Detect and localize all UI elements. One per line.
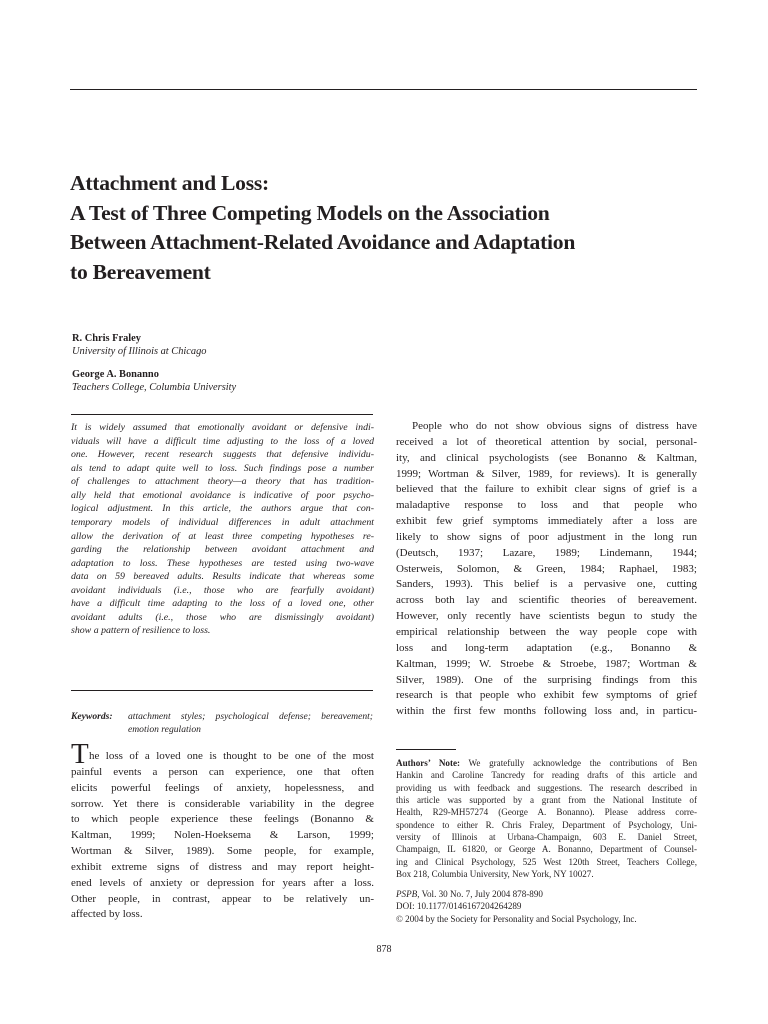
authors-note — [396, 757, 697, 880]
body-line: believed that the failure to exhibit clear signs of grief is a — [396, 483, 697, 496]
authors-note-first-line — [396, 757, 697, 769]
keywords-line: attachment styles; psychological defense; bereavement; — [128, 711, 373, 722]
title-line: Attachment and Loss: — [70, 171, 269, 195]
intro-line: Other people, in contrast, appear to be relatively un- — [71, 892, 374, 905]
abstract-top-rule — [71, 414, 373, 415]
intro-line: to which people experience these feelings (Bonanno & — [71, 813, 374, 826]
author-block — [72, 332, 207, 358]
intro-line: affected by loss. — [71, 908, 143, 921]
abstract-line: ally held that emotional avoidance is indicative of poor psycho- — [71, 489, 374, 501]
keywords-label: Keywords: — [71, 711, 113, 722]
authors-note-line: spondence to either R. Chris Fraley, Department of Psychology, Uni- — [396, 819, 697, 830]
abstract-line: als tend to adapt quite well to loss. Such findings pose a number — [71, 462, 374, 474]
publication-info — [396, 888, 697, 925]
body-line: likely to show signs of poor adjustment in the long run — [396, 530, 697, 543]
copyright-line: © 2004 by the Society for Personality and Social Psychology, Inc. — [396, 913, 637, 924]
keywords-line: emotion regulation — [128, 724, 201, 735]
authors-note-label: Authors’ Note: — [396, 758, 461, 768]
intro-line: Kaltman, 1999; Nolen-Hoeksema & Larson, 1999; — [71, 829, 374, 842]
abstract-line: avoidant individuals (i.e., those who are fearfully avoidant) — [71, 584, 374, 596]
authors-note-text: We gratefully acknowledge the contributions of Ben — [468, 758, 697, 768]
authors-note-line: this article was supported by a grant from the National Institute of — [396, 795, 697, 806]
intro-line: ened levels of anxiety or depression for years after a loss. — [71, 876, 374, 889]
intro-line: Wortman & Silver, 1989). Some people, for example, — [71, 845, 374, 858]
abstract-line: It is widely assumed that emotionally avoidant or defensive indi- — [71, 422, 374, 433]
authors-note-line: Health, R29-MH57274 (George A. Bonanno). Please address corre- — [396, 807, 697, 818]
abstract-line: garding the relationship between avoidant attachment and — [71, 544, 374, 556]
citation-line — [396, 888, 697, 900]
abstract-line: adaptation to loss. These hypotheses are tested using two-wave — [71, 557, 374, 569]
authors-note-line: Box 218, Columbia University, New York, NY 10027. — [396, 869, 594, 880]
body-line: (Deutsch, 1937; Lazare, 1989; Lindemann, 1944; — [396, 546, 697, 559]
authors-note-line: providing us with feedback and suggestions. The research described in — [396, 782, 697, 793]
title-line: Between Attachment-Related Avoidance and Adaptation — [70, 230, 576, 254]
author-affiliation: University of Illinois at Chicago — [72, 346, 207, 357]
abstract-bottom-rule — [71, 690, 373, 691]
body-line: across both lay and scientific theories of bereavement. — [396, 594, 697, 607]
authors-note-line: versity of Illinois at Urbana-Champaign, 603 E. Daniel Street, — [396, 832, 697, 843]
intro-line: exhibit extreme signs of distress and may report height- — [71, 860, 374, 873]
abstract-line: allow the derivation of at least three competing hypotheses re- — [71, 530, 374, 542]
journal-abbrev: PSPB — [396, 889, 418, 899]
header-rule — [70, 89, 697, 90]
abstract-line: of challenges to attachment theory—a theory that has tradition- — [71, 476, 374, 488]
author-block — [72, 368, 236, 394]
intro-line: elicits powerful feelings of anxiety, hopelessness, and — [71, 781, 374, 794]
intro-line: sorrow. Yet there is considerable variability in the degree — [71, 797, 374, 810]
footnote-rule — [396, 749, 456, 750]
authors-note-line: Hankin and Caroline Tancredy for reading drafts of this article and — [396, 770, 697, 781]
body-line: 1999; Wortman & Silver, 1989, for reviews). It is generally — [396, 467, 697, 480]
body-line: empirical relationship between the way people cope with — [396, 625, 697, 638]
abstract-line: data on 59 bereaved adults. Results indicate that whereas some — [71, 571, 374, 583]
body-line: within the first few months following loss and, in particu- — [396, 705, 697, 718]
abstract-line: viduals will have a difficult time adjusting to the loss of a loved — [71, 435, 374, 447]
intro-first-line — [71, 738, 374, 770]
title-line: A Test of Three Competing Models on the Association — [70, 200, 550, 225]
doi-line: DOI: 10.1177/0146167204264289 — [396, 901, 522, 912]
keywords-list — [128, 710, 373, 736]
body-paragraph — [396, 419, 697, 720]
authors-note-line: Champaign, IL 61820, or George A. Bonanno, Department of Counsel- — [396, 844, 697, 855]
body-line: However, only recently have scientists begun to study the — [396, 610, 697, 623]
intro-paragraph — [71, 738, 374, 923]
page-number: 878 — [376, 944, 392, 955]
body-line: Osterweis, Solomon, & Green, 1984; Raphael, 1983; — [396, 562, 697, 575]
body-line: research is that people who exhibit few symptoms of grief — [396, 689, 697, 702]
author-name: R. Chris Fraley — [72, 333, 141, 344]
author-affiliation: Teachers College, Columbia University — [72, 382, 237, 393]
drop-cap: T — [71, 738, 89, 770]
citation-details: , Vol. 30 No. 7, July 2004 878-890 — [417, 889, 543, 899]
abstract-line: one. However, recent research suggests that defensive individu- — [71, 449, 374, 461]
intro-line: painful events a person can experience, one that often — [71, 765, 374, 778]
body-line: Sanders, 1993). This belief is a pervasive one, cutting — [396, 578, 697, 591]
abstract-line: logical adjustment. In this article, the authors argue that con- — [71, 503, 374, 515]
body-line: People who do not show obvious signs of distress have — [412, 420, 697, 432]
body-line: received a lot of theoretical attention by social, personal- — [396, 435, 697, 448]
intro-first-line-text: he loss of a loved one is thought to be one of the most — [89, 750, 374, 762]
body-line: Kaltman, 1999; W. Stroebe & Stroebe, 1987; Wortman & — [396, 657, 697, 670]
authors-note-line: ing and Clinical Psychology, 525 West 120th Street, Teachers College, — [396, 856, 697, 867]
author-name: George A. Bonanno — [72, 369, 159, 380]
abstract-line: temporary models of individual differences in adult attachment — [71, 516, 374, 528]
body-line: maladaptive response to loss and that people who — [396, 499, 697, 512]
abstract-line: show a pattern of resilience to loss. — [71, 625, 211, 637]
body-line: exhibit few grief symptoms immediately after a loss are — [396, 515, 697, 528]
article-title — [70, 169, 710, 287]
abstract — [71, 421, 374, 638]
abstract-line: have a difficult time adapting to the loss of a loved one, other — [71, 598, 374, 610]
body-line: loss and long-term adaptation (e.g., Bonanno & — [396, 641, 697, 654]
body-line: Silver, 1989). One of the surprising findings from this — [396, 673, 697, 686]
abstract-line: avoidant adults (i.e., those who are dismissingly avoidant) — [71, 611, 374, 623]
body-line: ity, and clinical psychologists (see Bonanno & Kaltman, — [396, 451, 697, 464]
title-line: to Bereavement — [70, 259, 211, 284]
